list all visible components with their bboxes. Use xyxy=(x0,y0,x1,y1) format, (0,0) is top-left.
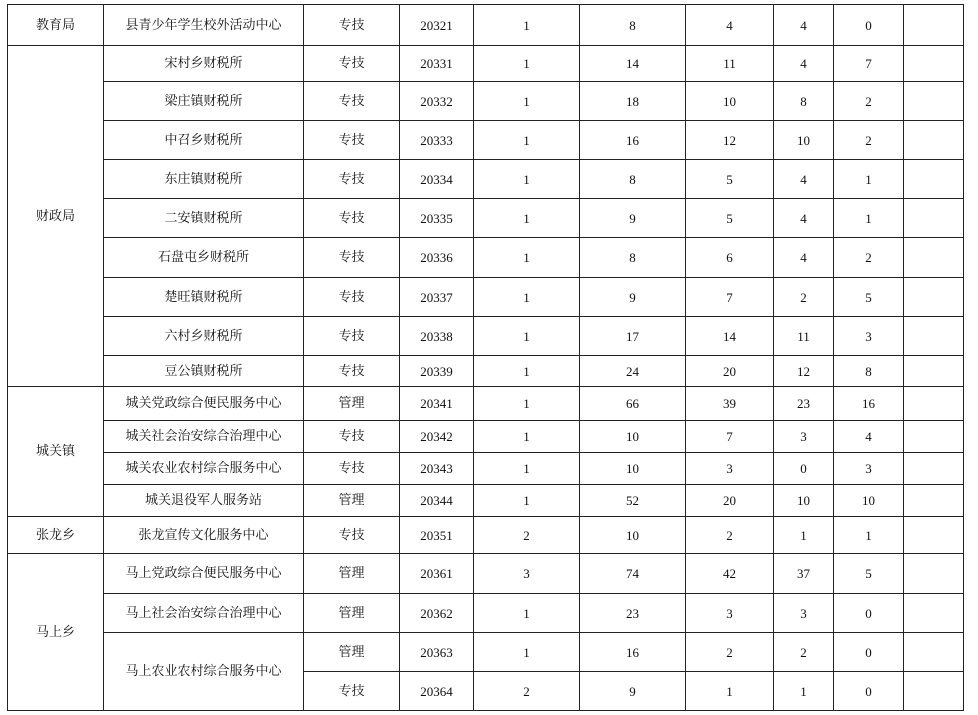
count-cell: 3 xyxy=(774,421,834,453)
count-cell xyxy=(904,199,964,238)
count-cell: 3 xyxy=(474,554,580,594)
unit-name-cell: 石盘屯乡财税所 xyxy=(104,238,304,278)
count-cell: 4 xyxy=(774,199,834,238)
post-type-cell: 专技 xyxy=(304,317,400,356)
count-cell: 3 xyxy=(834,317,904,356)
count-cell: 3 xyxy=(686,594,774,633)
count-cell xyxy=(904,5,964,46)
table-row xyxy=(8,453,964,485)
count-cell: 4 xyxy=(774,46,834,82)
table-row xyxy=(8,633,964,672)
post-type-cell: 专技 xyxy=(304,121,400,160)
count-cell: 14 xyxy=(686,317,774,356)
department-cell: 马上乡 xyxy=(8,554,104,711)
count-cell: 1 xyxy=(474,594,580,633)
count-cell: 10 xyxy=(580,517,686,554)
unit-name-cell: 二安镇财税所 xyxy=(104,199,304,238)
table-row xyxy=(8,485,964,517)
count-cell: 4 xyxy=(774,238,834,278)
table-row xyxy=(8,238,964,278)
count-cell: 9 xyxy=(580,672,686,711)
count-cell: 1 xyxy=(474,453,580,485)
unit-name-cell: 豆公镇财税所 xyxy=(104,356,304,387)
count-cell: 0 xyxy=(834,594,904,633)
count-cell: 1 xyxy=(474,121,580,160)
post-type-cell: 专技 xyxy=(304,238,400,278)
post-code-cell: 20321 xyxy=(400,5,474,46)
unit-name-cell: 宋村乡财税所 xyxy=(104,46,304,82)
count-cell: 20 xyxy=(686,356,774,387)
unit-name-cell: 城关农业农村综合服务中心 xyxy=(104,453,304,485)
unit-name-cell: 东庄镇财税所 xyxy=(104,160,304,199)
table-row xyxy=(8,5,964,46)
count-cell: 11 xyxy=(774,317,834,356)
post-code-cell: 20362 xyxy=(400,594,474,633)
table-row xyxy=(8,421,964,453)
post-code-cell: 20333 xyxy=(400,121,474,160)
post-code-cell: 20332 xyxy=(400,82,474,121)
department-cell: 财政局 xyxy=(8,46,104,387)
count-cell: 1 xyxy=(474,238,580,278)
unit-name-cell: 马上社会治安综合治理中心 xyxy=(104,594,304,633)
count-cell xyxy=(904,485,964,517)
post-type-cell: 专技 xyxy=(304,453,400,485)
unit-name-cell: 楚旺镇财税所 xyxy=(104,278,304,317)
count-cell: 5 xyxy=(686,160,774,199)
count-cell xyxy=(904,356,964,387)
count-cell: 2 xyxy=(834,82,904,121)
table-row xyxy=(8,517,964,554)
count-cell: 1 xyxy=(474,199,580,238)
count-cell xyxy=(904,278,964,317)
count-cell: 23 xyxy=(580,594,686,633)
count-cell xyxy=(904,121,964,160)
department-cell: 城关镇 xyxy=(8,387,104,517)
count-cell xyxy=(904,554,964,594)
count-cell: 2 xyxy=(686,633,774,672)
count-cell: 12 xyxy=(774,356,834,387)
count-cell: 4 xyxy=(774,5,834,46)
count-cell: 6 xyxy=(686,238,774,278)
count-cell: 1 xyxy=(474,387,580,421)
table-body xyxy=(8,5,964,711)
post-type-cell: 专技 xyxy=(304,421,400,453)
unit-name-cell: 城关党政综合便民服务中心 xyxy=(104,387,304,421)
post-type-cell: 管理 xyxy=(304,554,400,594)
count-cell: 1 xyxy=(474,317,580,356)
post-code-cell: 20331 xyxy=(400,46,474,82)
count-cell: 1 xyxy=(474,356,580,387)
unit-name-cell: 城关退役军人服务站 xyxy=(104,485,304,517)
count-cell: 0 xyxy=(774,453,834,485)
count-cell: 10 xyxy=(834,485,904,517)
count-cell: 1 xyxy=(834,160,904,199)
post-type-cell: 专技 xyxy=(304,517,400,554)
post-type-cell: 专技 xyxy=(304,672,400,711)
post-code-cell: 20351 xyxy=(400,517,474,554)
count-cell: 17 xyxy=(580,317,686,356)
post-code-cell: 20341 xyxy=(400,387,474,421)
post-type-cell: 专技 xyxy=(304,46,400,82)
count-cell xyxy=(904,387,964,421)
count-cell: 5 xyxy=(834,278,904,317)
count-cell: 52 xyxy=(580,485,686,517)
count-cell: 66 xyxy=(580,387,686,421)
post-code-cell: 20361 xyxy=(400,554,474,594)
department-cell: 教育局 xyxy=(8,5,104,46)
count-cell: 42 xyxy=(686,554,774,594)
count-cell: 1 xyxy=(474,5,580,46)
count-cell xyxy=(904,82,964,121)
count-cell: 1 xyxy=(834,199,904,238)
unit-name-cell: 马上党政综合便民服务中心 xyxy=(104,554,304,594)
count-cell: 2 xyxy=(474,672,580,711)
count-cell: 18 xyxy=(580,82,686,121)
count-cell: 8 xyxy=(774,82,834,121)
count-cell: 9 xyxy=(580,199,686,238)
unit-name-cell: 城关社会治安综合治理中心 xyxy=(104,421,304,453)
count-cell: 0 xyxy=(834,5,904,46)
post-type-cell: 专技 xyxy=(304,160,400,199)
count-cell: 1 xyxy=(774,672,834,711)
count-cell xyxy=(904,672,964,711)
count-cell: 2 xyxy=(834,238,904,278)
table-row xyxy=(8,82,964,121)
count-cell xyxy=(904,517,964,554)
count-cell: 8 xyxy=(580,160,686,199)
table-row xyxy=(8,356,964,387)
count-cell: 1 xyxy=(474,421,580,453)
post-code-cell: 20338 xyxy=(400,317,474,356)
count-cell: 8 xyxy=(580,238,686,278)
count-cell: 7 xyxy=(686,278,774,317)
count-cell: 4 xyxy=(686,5,774,46)
post-type-cell: 管理 xyxy=(304,594,400,633)
count-cell: 7 xyxy=(834,46,904,82)
count-cell: 1 xyxy=(474,160,580,199)
count-cell: 16 xyxy=(580,121,686,160)
count-cell: 39 xyxy=(686,387,774,421)
count-cell: 20 xyxy=(686,485,774,517)
post-type-cell: 专技 xyxy=(304,356,400,387)
post-code-cell: 20364 xyxy=(400,672,474,711)
count-cell: 2 xyxy=(686,517,774,554)
post-type-cell: 管理 xyxy=(304,387,400,421)
unit-name-cell: 马上农业农村综合服务中心 xyxy=(104,633,304,711)
table-row xyxy=(8,199,964,238)
table-row xyxy=(8,594,964,633)
unit-name-cell: 梁庄镇财税所 xyxy=(104,82,304,121)
unit-name-cell: 中召乡财税所 xyxy=(104,121,304,160)
unit-name-cell: 张龙宣传文化服务中心 xyxy=(104,517,304,554)
count-cell: 10 xyxy=(580,421,686,453)
count-cell: 8 xyxy=(834,356,904,387)
post-code-cell: 20339 xyxy=(400,356,474,387)
post-code-cell: 20335 xyxy=(400,199,474,238)
table-row xyxy=(8,46,964,82)
count-cell xyxy=(904,633,964,672)
count-cell: 10 xyxy=(774,121,834,160)
count-cell: 10 xyxy=(580,453,686,485)
count-cell: 12 xyxy=(686,121,774,160)
count-cell: 4 xyxy=(834,421,904,453)
post-code-cell: 20336 xyxy=(400,238,474,278)
count-cell: 11 xyxy=(686,46,774,82)
count-cell: 2 xyxy=(774,633,834,672)
count-cell xyxy=(904,238,964,278)
count-cell: 16 xyxy=(580,633,686,672)
count-cell: 0 xyxy=(834,633,904,672)
count-cell: 23 xyxy=(774,387,834,421)
count-cell: 1 xyxy=(474,82,580,121)
count-cell: 37 xyxy=(774,554,834,594)
post-type-cell: 专技 xyxy=(304,82,400,121)
count-cell xyxy=(904,46,964,82)
count-cell: 10 xyxy=(686,82,774,121)
department-cell: 张龙乡 xyxy=(8,517,104,554)
post-code-cell: 20342 xyxy=(400,421,474,453)
count-cell: 1 xyxy=(474,633,580,672)
count-cell: 9 xyxy=(580,278,686,317)
count-cell: 2 xyxy=(474,517,580,554)
count-cell: 1 xyxy=(474,46,580,82)
table-row xyxy=(8,317,964,356)
count-cell: 14 xyxy=(580,46,686,82)
post-code-cell: 20363 xyxy=(400,633,474,672)
count-cell xyxy=(904,453,964,485)
table-row xyxy=(8,554,964,594)
table-row xyxy=(8,121,964,160)
count-cell: 2 xyxy=(774,278,834,317)
count-cell: 1 xyxy=(774,517,834,554)
table-row xyxy=(8,278,964,317)
count-cell: 16 xyxy=(834,387,904,421)
post-code-cell: 20344 xyxy=(400,485,474,517)
unit-name-cell: 县青少年学生校外活动中心 xyxy=(104,5,304,46)
count-cell xyxy=(904,594,964,633)
count-cell: 0 xyxy=(834,672,904,711)
count-cell xyxy=(904,421,964,453)
count-cell: 8 xyxy=(580,5,686,46)
count-cell: 2 xyxy=(834,121,904,160)
unit-name-cell: 六村乡财税所 xyxy=(104,317,304,356)
count-cell: 10 xyxy=(774,485,834,517)
count-cell xyxy=(904,317,964,356)
count-cell: 74 xyxy=(580,554,686,594)
post-type-cell: 专技 xyxy=(304,278,400,317)
post-type-cell: 管理 xyxy=(304,485,400,517)
post-type-cell: 专技 xyxy=(304,5,400,46)
count-cell: 1 xyxy=(474,485,580,517)
post-code-cell: 20337 xyxy=(400,278,474,317)
post-type-cell: 专技 xyxy=(304,199,400,238)
table-row xyxy=(8,160,964,199)
count-cell: 7 xyxy=(686,421,774,453)
count-cell: 3 xyxy=(686,453,774,485)
count-cell: 4 xyxy=(774,160,834,199)
count-cell: 1 xyxy=(834,517,904,554)
count-cell: 5 xyxy=(834,554,904,594)
count-cell: 3 xyxy=(774,594,834,633)
count-cell: 3 xyxy=(834,453,904,485)
post-type-cell: 管理 xyxy=(304,633,400,672)
post-code-cell: 20343 xyxy=(400,453,474,485)
count-cell: 24 xyxy=(580,356,686,387)
count-cell: 1 xyxy=(686,672,774,711)
table-row xyxy=(8,387,964,421)
count-cell xyxy=(904,160,964,199)
recruitment-table xyxy=(7,4,964,711)
post-code-cell: 20334 xyxy=(400,160,474,199)
count-cell: 5 xyxy=(686,199,774,238)
count-cell: 1 xyxy=(474,278,580,317)
